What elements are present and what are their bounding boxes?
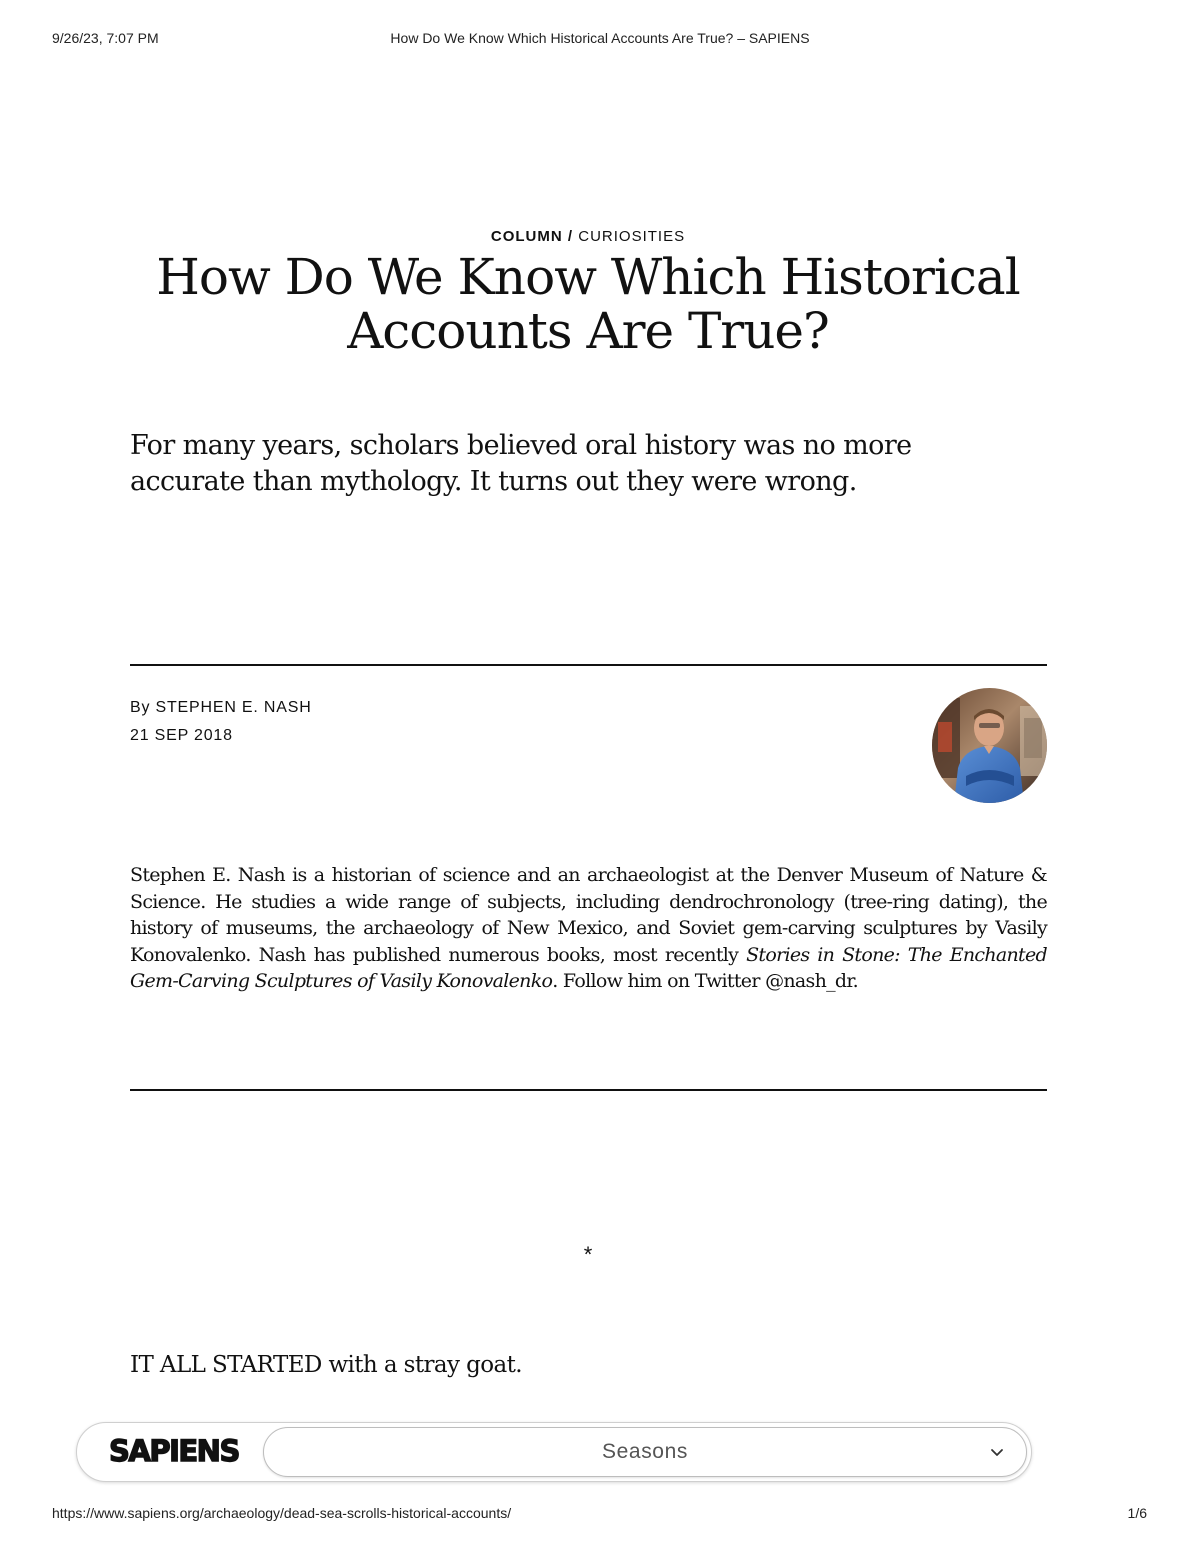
print-header — [0, 30, 1200, 50]
print-page-title: How Do We Know Which Historical Accounts Are True? – SAPIENS — [390, 30, 810, 46]
article-title: How Do We Know Which Historical Accounts Are True? — [156, 248, 1020, 360]
sticky-navigation-bar — [76, 1422, 1032, 1482]
byline — [130, 694, 312, 750]
chevron-down-icon — [990, 1445, 1004, 1459]
author-photo — [932, 688, 1047, 803]
bio-text-end: . Follow him on Twitter @nash_dr. — [552, 970, 859, 992]
print-url: https://www.sapiens.org/archaeology/dead-sea-scrolls-historical-accounts/ — [52, 1505, 512, 1521]
seasons-dropdown-value: Seasons — [602, 1440, 688, 1463]
seasons-dropdown[interactable] — [263, 1427, 1027, 1477]
sapiens-logo[interactable]: SAPIENS — [109, 1434, 239, 1468]
author-link[interactable]: By STEPHEN E. NASH — [130, 699, 312, 716]
kicker-series-link[interactable]: CURIOSITIES — [578, 228, 686, 245]
book-title-link[interactable]: Stories in Stone: The Enchanted Gem-Carving Sculptures of Vasily Konovalenko — [130, 943, 1048, 992]
author-bio — [130, 862, 1047, 995]
article-dek: For many years, scholars believed oral history was no more accurate than mythology. It turns out they were wrong. — [130, 430, 912, 497]
print-datetime: 9/26/23, 7:07 PM — [52, 30, 159, 46]
article-lead-paragraph: IT ALL STARTED with a stray goat. — [130, 1352, 522, 1378]
author-avatar — [932, 688, 1047, 803]
divider-rule-bottom — [130, 1089, 1047, 1091]
print-page-number: 1/6 — [1127, 1505, 1147, 1521]
bio-text: Stephen E. Nash is a historian of science and an archaeologist at the Denver Museum of Nature & Science. He studies a wide range of subjects, including dendrochronology (tree-ring dating), the history of museums, the archaeology of New Mexico, and Soviet gem-carving sculptures by Vasily Konovalenko. Nash has published numerous books, most recently — [130, 864, 1047, 966]
publish-date: 21 SEP 2018 — [130, 727, 233, 744]
print-footer — [0, 1505, 1200, 1525]
section-divider-asterisk: * — [583, 1242, 593, 1267]
article-kicker — [0, 228, 1176, 245]
divider-rule-top — [130, 664, 1047, 666]
kicker-column[interactable]: COLUMN / — [490, 228, 574, 245]
